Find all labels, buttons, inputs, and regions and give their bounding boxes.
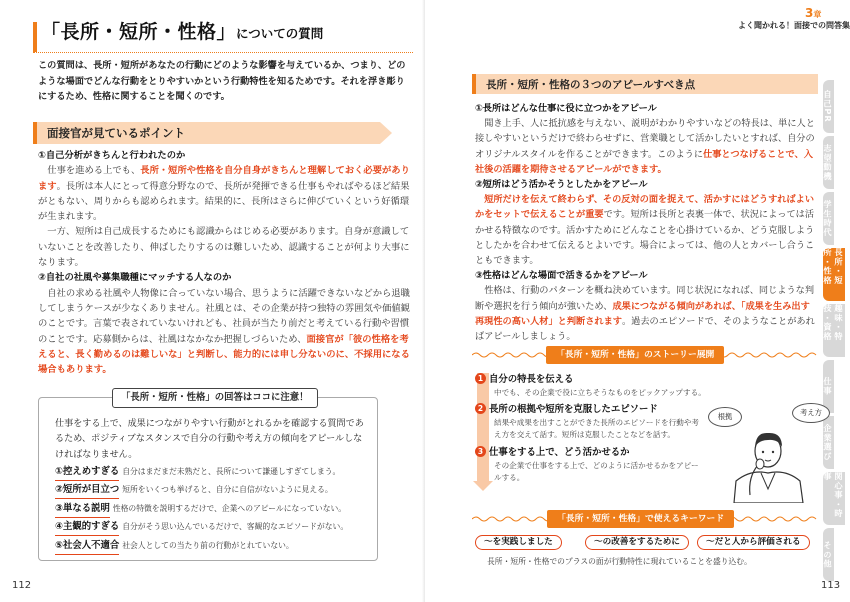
- appeal-3-text-b: 。過去のエピソードで、そのようなことがあればアピールしましょう。: [475, 315, 815, 343]
- index-tab-kanshin-jiji[interactable]: 関心事・時事: [823, 472, 845, 525]
- interviewer-points-header: [33, 122, 380, 144]
- caution-item: [55, 501, 375, 519]
- chapter-title: よく聞かれる！面接での問答集: [738, 21, 850, 30]
- keyword-chip: 〜だと人から評価される: [697, 535, 810, 550]
- title-divider: [33, 52, 413, 53]
- caution-label: ④主観的すぎる: [55, 519, 119, 536]
- caution-item: [55, 464, 375, 482]
- point-1-heading: ①自己分析がきちんと行われたのか: [38, 150, 186, 161]
- appeal-points: [475, 101, 815, 344]
- chapter-suffix: 章: [813, 10, 822, 19]
- step-number: 2: [475, 403, 486, 414]
- index-tab-shigoto[interactable]: 仕事: [823, 360, 834, 413]
- appeal-3-highlight: 成果につながる傾向があれば、「成果を生み出す再現性の高い人材」と判断されます: [475, 300, 810, 327]
- bubble-konkyo: 根拠: [708, 407, 742, 427]
- point-1-text-a: 仕事を進める上でも、: [47, 165, 141, 177]
- answer-caution-tab: 「長所・短所・性格」の回答はココに注意！: [112, 388, 318, 408]
- chapter-number: [805, 6, 821, 20]
- appeal-2-heading: ②短所はどう活かそうとしたかをアピール: [475, 179, 648, 191]
- point-1-paragraph-2: 一方、短所は自己成長するためにも認識からはじめる必要があります。自身が意識していないことを改善したり、伸ばしたりするのは難しいため、認識することが何より大事になります。: [38, 226, 410, 269]
- chapter-index-tabs: [823, 80, 850, 584]
- appeal-3-heading: ③性格はどんな場面で活きるかをアピール: [475, 270, 648, 282]
- story-pill: 「長所・短所・性格」のストーリー展開: [546, 346, 724, 364]
- caution-item: [55, 538, 375, 556]
- index-tab-chousho-tansho[interactable]: 長所・短所・性格: [823, 248, 845, 301]
- appeal-1-heading: ①長所はどんな仕事に役に立つかをアピール: [475, 103, 657, 114]
- answer-caution-text: 仕事をする上で、成果につながりやすい行動がとれるかを確認する質問であるため、ポジティブなスタンスで自分の行動や考え方の傾向をアピールしなければなりません。: [55, 419, 364, 460]
- point-2-paragraph: [38, 286, 410, 378]
- step-number: 1: [475, 373, 486, 384]
- story-step-2: [475, 403, 705, 440]
- caution-label: ③単なる説明: [55, 501, 110, 518]
- title-accent-bar: [33, 22, 37, 52]
- keyword-chip: 〜を実践しました: [475, 535, 562, 550]
- keyword-chip: 〜の改善をするために: [585, 535, 689, 550]
- appeal-points-title: 長所・短所・性格の３つのアピールすべき点: [486, 79, 696, 91]
- step-desc: 中でも、その企業で役に立ちそうなものをピックアップする。: [494, 388, 706, 397]
- story-step-1: [475, 373, 725, 399]
- keyword-pill: 「長所・短所・性格」で使えるキーワード: [547, 510, 734, 528]
- point-1-highlight: 長所・短所や性格を自分自身がきちんと理解しておく必要があります: [38, 165, 410, 192]
- appeal-2-paragraph: [475, 192, 815, 268]
- point-1: [38, 148, 410, 377]
- caution-item: [55, 482, 375, 500]
- chapter-digit: 3: [805, 6, 814, 20]
- interviewer-points-title: 面接官が見ているポイント: [47, 126, 185, 140]
- page-number-right: 113: [821, 580, 841, 591]
- step-desc: 結果や成果を出すことができた長所のエピソードを行動や考え方を交えて話す。短所は克服したことなどを話す。: [494, 418, 700, 439]
- step-title: 自分の特長を伝える: [489, 374, 574, 385]
- caution-desc: 性格の特徴を説明するだけで、企業へのアピールになっていない。: [112, 503, 347, 513]
- index-tab-gakusei-jidai[interactable]: 学生時代: [823, 192, 834, 245]
- caution-label: ①控えめすぎる: [55, 464, 119, 481]
- appeal-3-text-a: 性格は、行動のパターンを概ね決めています。同じ状況になれば、同じような判断や選択を行う傾向が強いため、: [475, 285, 815, 312]
- page-title-main: 「長所・短所・性格」: [41, 21, 237, 43]
- index-tab-kigyou-erabi[interactable]: 企業選び: [823, 416, 834, 469]
- index-tab-shibou-douki[interactable]: 志望動機: [823, 136, 834, 189]
- story-step-3: [475, 446, 705, 483]
- step-desc: その企業で仕事をする上で、どのように活かせるかをアピールする。: [494, 461, 699, 482]
- step-number: 3: [475, 446, 486, 457]
- point-1-paragraph: [38, 163, 410, 224]
- answer-caution-list: [55, 464, 375, 556]
- caution-item: [55, 519, 375, 537]
- page-number-left: 112: [12, 580, 32, 591]
- index-tab-shumi-tokugi[interactable]: 趣味・特技・資格: [823, 304, 845, 357]
- caution-desc: 自分はまだまだ未熟だと、長所について謙遜しすぎてしまう。: [122, 467, 341, 476]
- caution-label: ⑤社会人不適合: [55, 538, 119, 555]
- thinking-person-illustration: [706, 403, 831, 503]
- index-tab-sonota[interactable]: その他: [823, 528, 834, 581]
- page-title-sub: についての質問: [236, 26, 324, 41]
- keyword-note: 長所・短所・性格でのプラスの面が行動特性に現れていることを盛り込む。: [487, 557, 752, 566]
- page-title: [41, 17, 323, 44]
- caution-desc: 短所をいくつも挙げると、自分に自信がないように見える。: [122, 485, 333, 495]
- caution-desc: 自分がそう思い込んでいるだけで、客観的なエピソードがない。: [122, 522, 349, 532]
- appeal-2-text: です。短所は長所と表裏一体で、状況によっては活かせる特徴なのです。活かすためにどんなことを心掛けているか、どう克服しようとしたかを合わせて伝えるとよいです。場合によっては、他の人とカバーし合うこともできます。: [475, 209, 815, 267]
- intro-text: この質問は、長所・短所があなたの行動にどのような影響を与えているか、つまり、どのような場面でどんな行動をとりやすいかという行動特性を知るためです。それを浮き彫りにするため、性格に関することを聞くのです。: [38, 60, 406, 102]
- caution-label: ②短所が目立つ: [55, 482, 119, 499]
- appeal-points-header: [472, 74, 818, 94]
- point-2-text-a: 自社の求める社風や人物像に合っていない場合、思うように活躍できないなどから退職してしまうケースが少なくありません。社風とは、その企業が持つ独特の雰囲気や価値観のことです。言葉で表されていないけれども、社員が当たり前だと考えている行動や習慣のことです。応募側からは、社風はなかなか把握しづらいため、: [38, 287, 410, 345]
- caution-desc: 社会人としての当たり前の行動がとれていない。: [122, 540, 294, 550]
- step-title: 仕事をする上で、どう活かせるか: [489, 447, 630, 458]
- appeal-1-paragraph: [475, 116, 815, 177]
- point-2-highlight: 面接官が「彼の性格を考えると、長く勤めるのは難しいな」と判断し、能力的には申し分ないのに、不採用になる場合もあります。: [38, 333, 410, 376]
- right-page: [425, 0, 850, 602]
- bubble-kangaekata: 考え方: [792, 403, 830, 423]
- appeal-2-highlight: 短所だけを伝えて終わらず、その反対の面を捉えて、活かすにはどうすればよいかをセットで伝えることが重要: [475, 194, 815, 221]
- appeal-1-text: 聞き上手、人に抵抗感を与えない、説明がわかりやすいなどの特長は、単に人と接しやすいというだけで終わらせずに、営業職として活かしたいとすれば、自分のオリジナルスタイルを作ることができます。このように: [475, 118, 815, 160]
- point-1-text-b: 。長所は本人にとって得意分野なので、長所が発揮できる仕事もやればやるほど結果がともない、周りからも認められます。結果的に、長所はさらに伸びていくという好循環が生まれます。: [38, 180, 410, 223]
- appeal-3-paragraph: [475, 283, 815, 344]
- step-title: 長所の根拠や短所を克服したエピソード: [489, 404, 658, 415]
- index-tab-jiko-pr[interactable]: 自己PR: [823, 80, 834, 133]
- point-2-heading: ②自社の社風や募集職種にマッチする人なのか: [38, 272, 232, 284]
- appeal-1-highlight: 仕事とつなげることで、入社後の活躍を期待させるアピールができます。: [475, 148, 813, 175]
